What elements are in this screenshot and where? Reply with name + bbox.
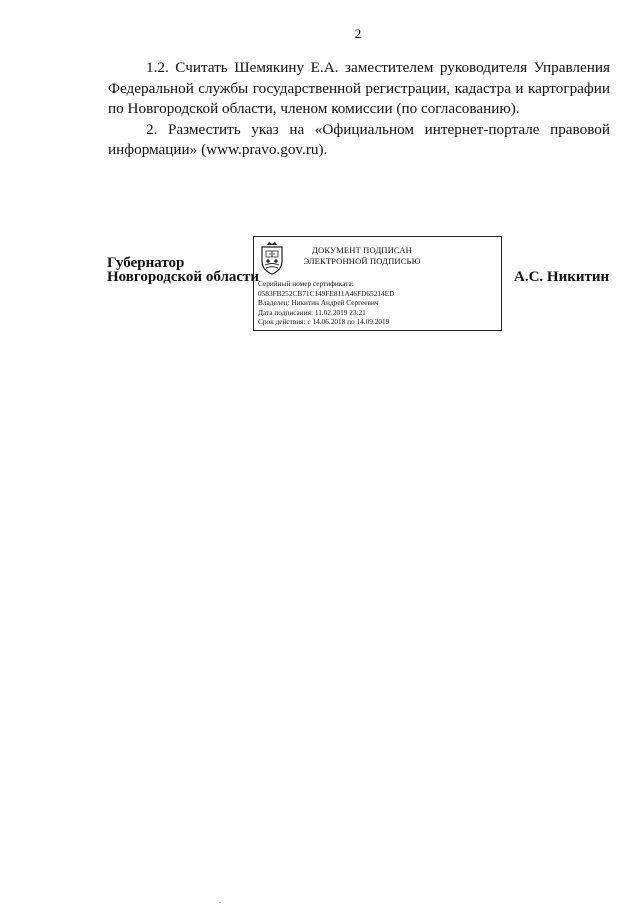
stamp-details [258,279,394,327]
stamp-heading-line-2: ЭЛЕКТРОННОЙ ПОДПИСЬЮ [303,256,421,266]
document-body [108,58,610,161]
electronic-signature-stamp [253,236,502,331]
paragraph-item-2: 2. Разместить указ на «Официальном интернет-портале правовой информации» (www.pravo.gov.ru). [108,120,610,158]
page-number: 2 [354,26,362,41]
footer-mark: . [219,896,221,905]
certificate-label: Серийный номер сертификата: [258,279,354,288]
novgorod-coat-of-arms-icon [259,241,285,275]
certificate-owner: Владелец: Никитин Андрей Сергеевич [258,298,379,308]
validity-period: Срок действия: с 14.06.2018 по 14.09.2019 [258,317,390,327]
signer-name: А.С. Никитин [514,269,610,285]
signed-date: Дата подписания: 11.02.2019 23:21 [258,307,366,317]
signer-position-line-2: Новгородской области [107,269,260,285]
stamp-heading-line-1: ДОКУМЕНТ ПОДПИСАН [312,245,412,255]
certificate-number: 0583FB252CB71C149FE811A46FD65214ED [258,288,395,298]
paragraph-item-1-2: 1.2. Считать Шемякину Е.А. заместителем руководителя Управления Федеральной службы государственной регистрации, кадастра и картографии по Новгородской области, членом комиссии (по согласованию). [108,59,610,117]
stamp-heading [292,245,432,267]
signer-position [107,256,259,284]
signer-position-line-1: Губернатор [107,255,185,271]
